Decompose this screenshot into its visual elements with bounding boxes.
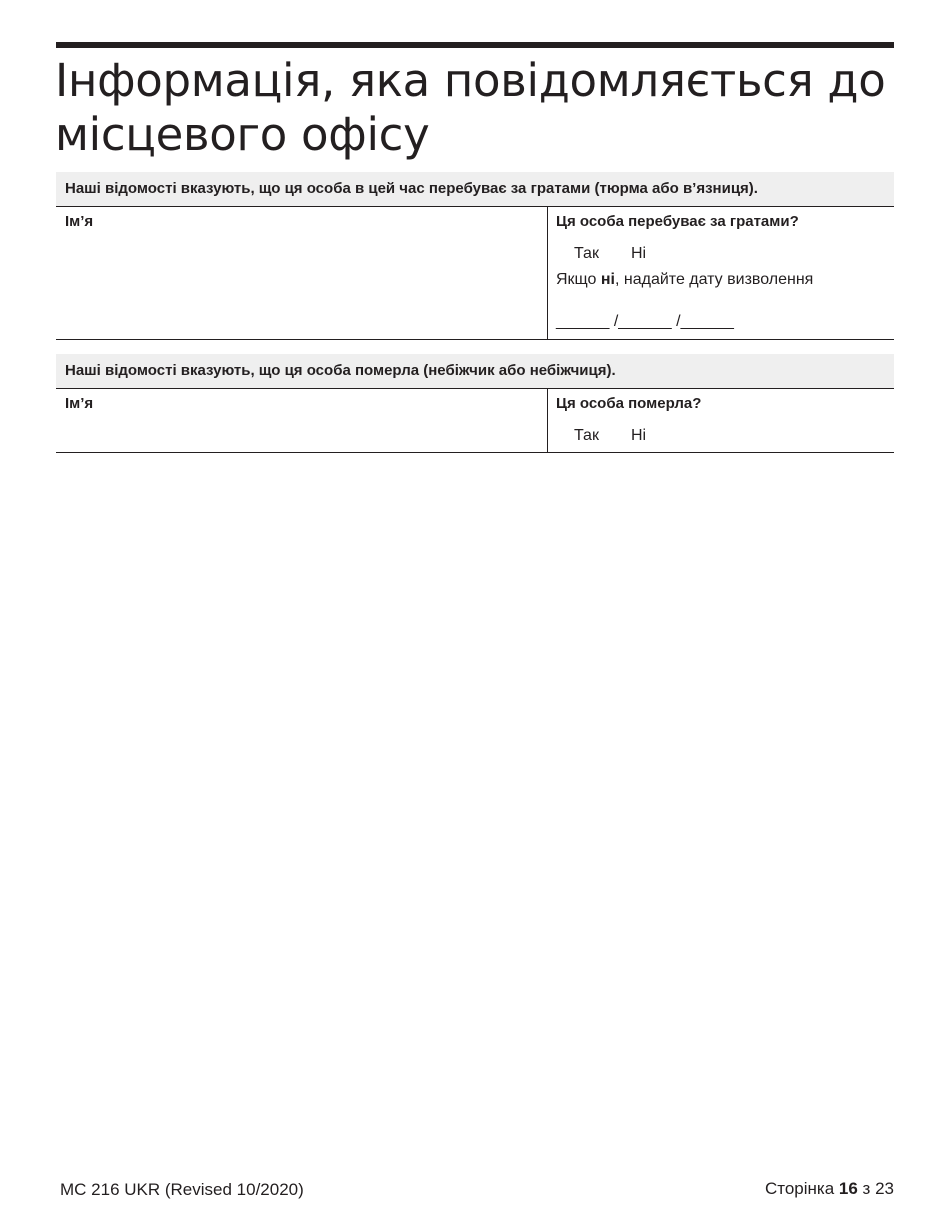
deceased-name-field[interactable] [56,389,548,452]
page-total: 23 [875,1179,894,1198]
release-date-note [556,270,894,290]
release-note-suffix: , надайте дату визволення [615,271,814,288]
prison-option-no[interactable]: Ні [630,245,647,262]
prison-status-field [548,207,894,339]
prison-section-body [56,207,894,340]
prison-name-label: Ім’я [65,213,94,230]
prison-section-header: Наші відомості вказують, що ця особа в цей час перебуває за гратами (тюрма або в’язниця). [56,172,894,207]
release-note-prefix: Якщо [556,271,601,288]
prison-option-yes[interactable]: Так [574,245,599,262]
deceased-option-no[interactable]: Ні [630,427,647,444]
prison-options [574,244,894,264]
deceased-options [574,426,894,446]
deceased-question-label: Ця особа померла? [556,395,702,412]
prison-name-field[interactable] [56,207,548,339]
deceased-section-header: Наші відомості вказують, що ця особа померла (небіжчик або небіжчиця). [56,354,894,389]
prison-question-label: Ця особа перебуває за гратами? [556,213,799,230]
deceased-option-yes[interactable]: Так [574,427,599,444]
deceased-status-field [548,389,894,452]
page-counter-middle: з [857,1179,876,1198]
release-note-bold: ні [600,271,615,288]
page-title: Інформація, яка повідомляється до місцевого офісу [55,54,886,161]
form-identifier: MC 216 UKR (Revised 10/2020) [60,1180,304,1199]
page-counter [765,1179,894,1199]
prison-info-section [56,172,894,340]
deceased-name-label: Ім’я [65,395,94,412]
deceased-info-section [56,354,894,453]
page-number: 16 [838,1179,858,1198]
deceased-section-body [56,389,894,453]
release-date-input[interactable]: ______ /______ /______ [556,313,734,330]
page-counter-prefix: Сторінка [764,1179,839,1198]
top-rule [56,42,894,48]
